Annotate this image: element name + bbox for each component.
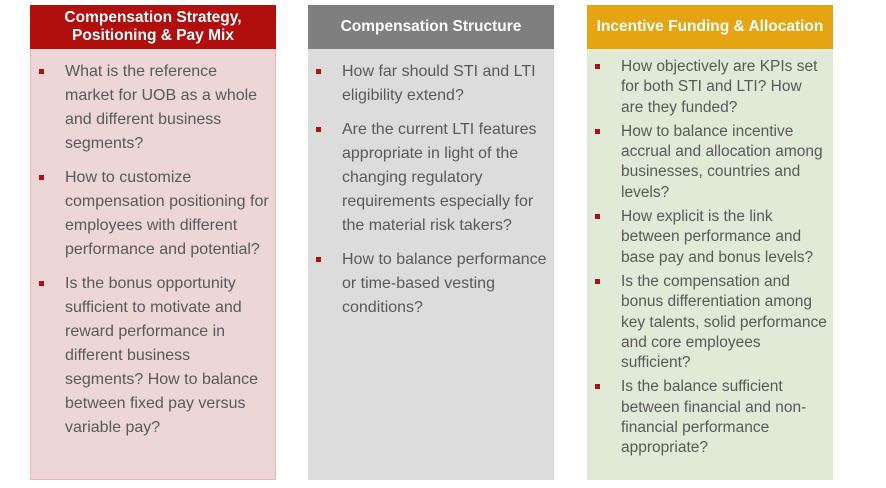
bullet-icon <box>39 175 44 180</box>
bullet-icon <box>39 281 44 286</box>
column-header: Compensation Structure <box>308 5 554 49</box>
bullet-icon <box>316 127 321 132</box>
list-item: Is the balance sufficient between financial and non-financial performance appropriate? <box>587 377 833 458</box>
bullet-icon <box>595 214 600 219</box>
list-item: How to customize compensation positioning for employees with different performance and potential? <box>31 166 275 262</box>
list-item: Are the current LTI features appropriate in light of the changing regulatory requirements especially for the material risk takers? <box>308 118 554 238</box>
list-item: How objectively are KPIs set for both STI and LTI? How are they funded? <box>587 57 833 118</box>
bullet-icon <box>316 257 321 262</box>
bullet-icon <box>595 384 600 389</box>
list-item: Is the bonus opportunity sufficient to motivate and reward performance in different business segments? How to balance between fixed pay versus variable pay? <box>31 272 275 440</box>
list-item: How far should STI and LTI eligibility extend? <box>308 60 554 108</box>
bullet-icon <box>316 69 321 74</box>
list-item: How to balance performance or time-based vesting conditions? <box>308 248 554 320</box>
bullet-icon <box>595 279 600 284</box>
bullet-icon <box>595 64 600 69</box>
bullet-icon <box>595 129 600 134</box>
bullet-icon <box>39 69 44 74</box>
list-item: How explicit is the link between performance and base pay and bonus levels? <box>587 207 833 268</box>
list-item: What is the reference market for UOB as a whole and different business segments? <box>31 60 275 156</box>
column-compensation-strategy <box>30 5 276 480</box>
column-incentive-funding <box>587 5 833 480</box>
column-compensation-structure <box>308 5 554 480</box>
column-header: Compensation Strategy, Positioning & Pay Mix <box>30 5 276 49</box>
list-item: Is the compensation and bonus differentiation among key talents, solid performance and core employees sufficient? <box>587 272 833 373</box>
column-header: Incentive Funding & Allocation <box>587 5 833 49</box>
list-item: How to balance incentive accrual and allocation among businesses, countries and levels? <box>587 122 833 203</box>
